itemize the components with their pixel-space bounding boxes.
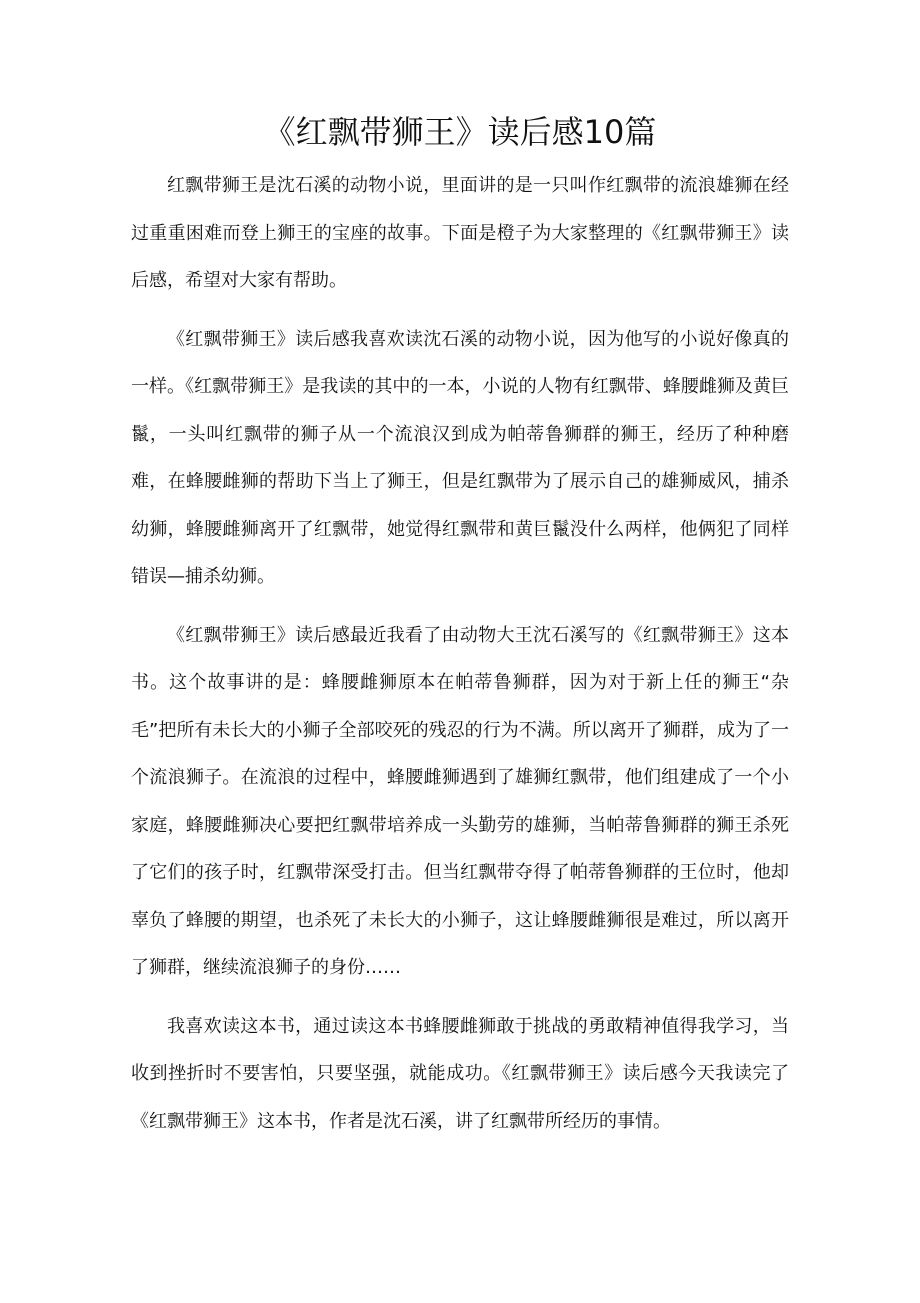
document-body [131,162,789,1156]
paragraph-review-2: 《红飘带狮王》读后感最近我看了由动物大王沈石溪写的《红飘带狮王》这本书。这个故事讲的是：蜂腰雌狮原本在帕蒂鲁狮群，因为对于新上任的狮王“杂毛”把所有未长大的小狮子全部咬死的残忍的行为不满。所以离开了狮群，成为了一个流浪狮子。在流浪的过程中，蜂腰雌狮遇到了雄狮红飘带，他们组建成了一个小家庭，蜂腰雌狮决心要把红飘带培养成一头勤劳的雄狮，当帕蒂鲁狮群的狮王杀死了它们的孩子时，红飘带深受打击。但当红飘带夺得了帕蒂鲁狮群的王位时，他却辜负了蜂腰的期望，也杀死了未长大的小狮子，这让蜂腰雌狮很是难过，所以离开了狮群，继续流浪狮子的身份…… [131,624,789,978]
paragraph-review-1: 《红飘带狮王》读后感我喜欢读沈石溪的动物小说，因为他写的小说好像真的一样。《红飘带狮王》是我读的其中的一本，小说的人物有红飘带、蜂腰雌狮及黄巨鬣，一头叫红飘带的狮子从一个流浪汉到成为帕蒂鲁狮群的狮王，经历了种种磨难，在蜂腰雌狮的帮助下当上了狮王，但是红飘带为了展示自己的雄狮威风，捕杀幼狮，蜂腰雌狮离开了红飘带，她觉得红飘带和黄巨鬣没什么两样，他俩犯了同样错误—捕杀幼狮。 [131,328,789,587]
paragraph-review-3: 我喜欢读这本书，通过读这本书蜂腰雌狮敢于挑战的勇敢精神值得我学习，当收到挫折时不要害怕，只要坚强，就能成功。《红飘带狮王》读后感今天我读完了《红飘带狮王》这本书，作者是沈石溪，讲了红飘带所经历的事情。 [131,1015,789,1132]
document-title: 《红飘带狮王》读后感10篇 [263,113,657,151]
paragraph-intro: 红飘带狮王是沈石溪的动物小说，里面讲的是一只叫作红飘带的流浪雄狮在经过重重困难而登上狮王的宝座的故事。下面是橙子为大家整理的《红飘带狮王》读后感，希望对大家有帮助。 [131,175,789,291]
